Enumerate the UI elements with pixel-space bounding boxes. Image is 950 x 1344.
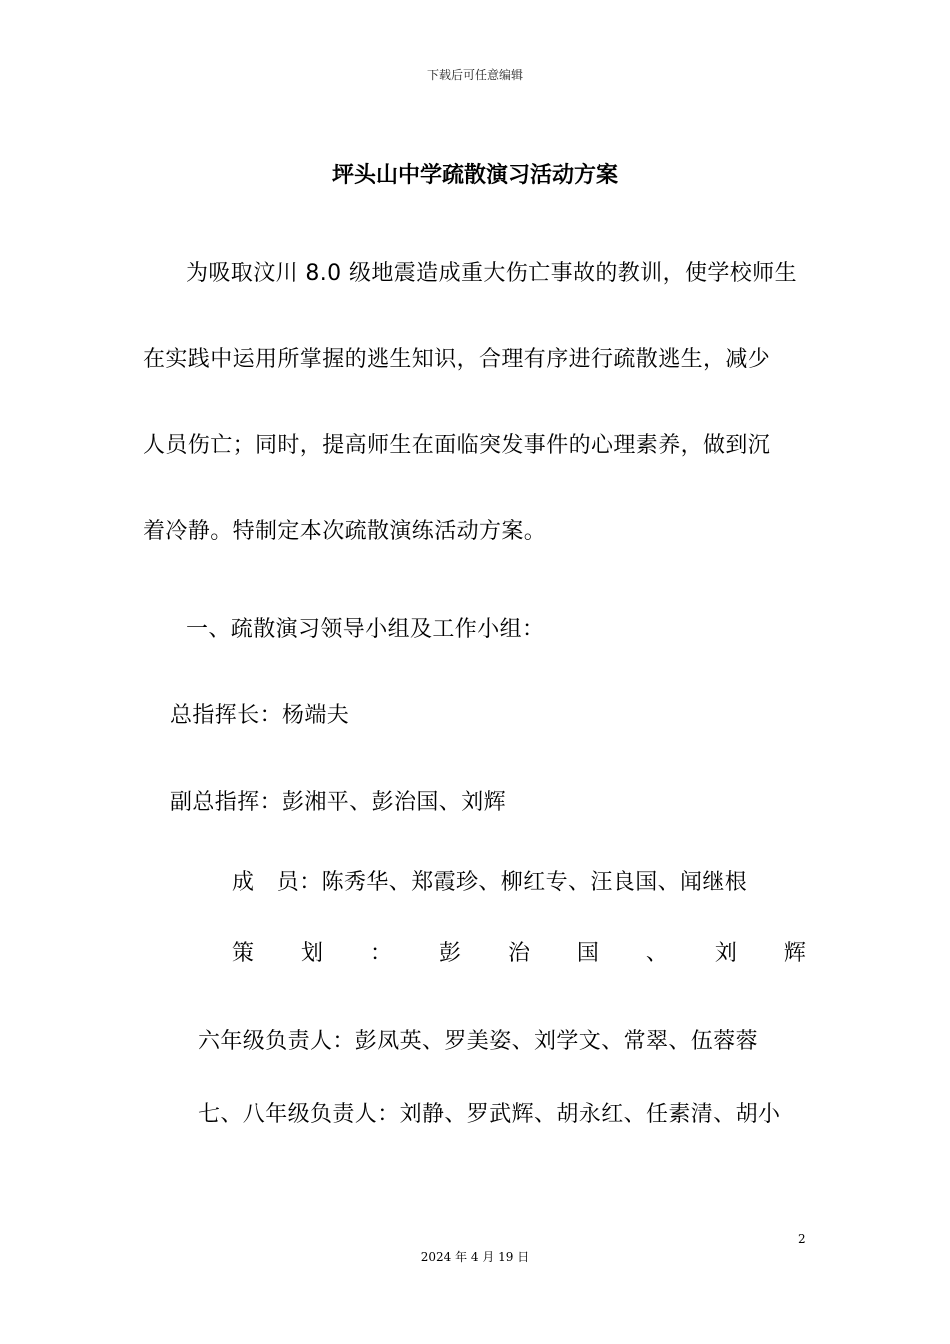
planning-char: 划: [300, 941, 323, 966]
planning-line: [232, 936, 806, 967]
planning-char: 辉: [783, 941, 806, 966]
planning-char: 彭: [438, 941, 461, 966]
grade6-lead-line: 六年级负责人：彭凤英、罗美姿、刘学文、常翠、伍蓉蓉: [198, 1029, 759, 1054]
intro-line-4: 着冷静。特制定本次疏散演练活动方案。: [143, 519, 547, 544]
planning-char: 治: [507, 941, 530, 966]
page-number: 2: [798, 1232, 806, 1246]
planning-char: 、: [645, 941, 668, 966]
intro-line-2: 在实践中运用所掌握的逃生知识，合理有序进行疏散逃生，减少: [143, 347, 771, 372]
members-line: 成 员：陈秀华、郑霞珍、柳红专、汪良国、闻继根: [232, 870, 748, 895]
footer-date: 2024 年 4 月 19 日: [420, 1250, 530, 1264]
page-header-note: 下载后可任意编辑: [426, 68, 523, 82]
grade78-lead-line: 七、八年级负责人：刘静、罗武辉、胡永红、任素清、胡小: [198, 1102, 781, 1127]
commander-line: 总指挥长：杨端夫: [170, 703, 350, 728]
deputy-commander-line: 副总指挥：彭湘平、彭治国、刘辉: [170, 790, 507, 815]
document-title: 坪头山中学疏散演习活动方案: [331, 163, 618, 188]
planning-char: ：: [369, 941, 392, 966]
intro-line-3: 人员伤亡；同时，提高师生在面临突发事件的心理素养，做到沉: [143, 433, 771, 458]
planning-char: 国: [576, 941, 599, 966]
section-one-heading: 一、疏散演习领导小组及工作小组：: [186, 617, 545, 642]
planning-char: 刘: [714, 941, 737, 966]
planning-char: 策: [232, 941, 255, 966]
intro-line-1: 为吸取汶川 8.0 级地震造成重大伤亡事故的教训，使学校师生: [186, 261, 797, 286]
